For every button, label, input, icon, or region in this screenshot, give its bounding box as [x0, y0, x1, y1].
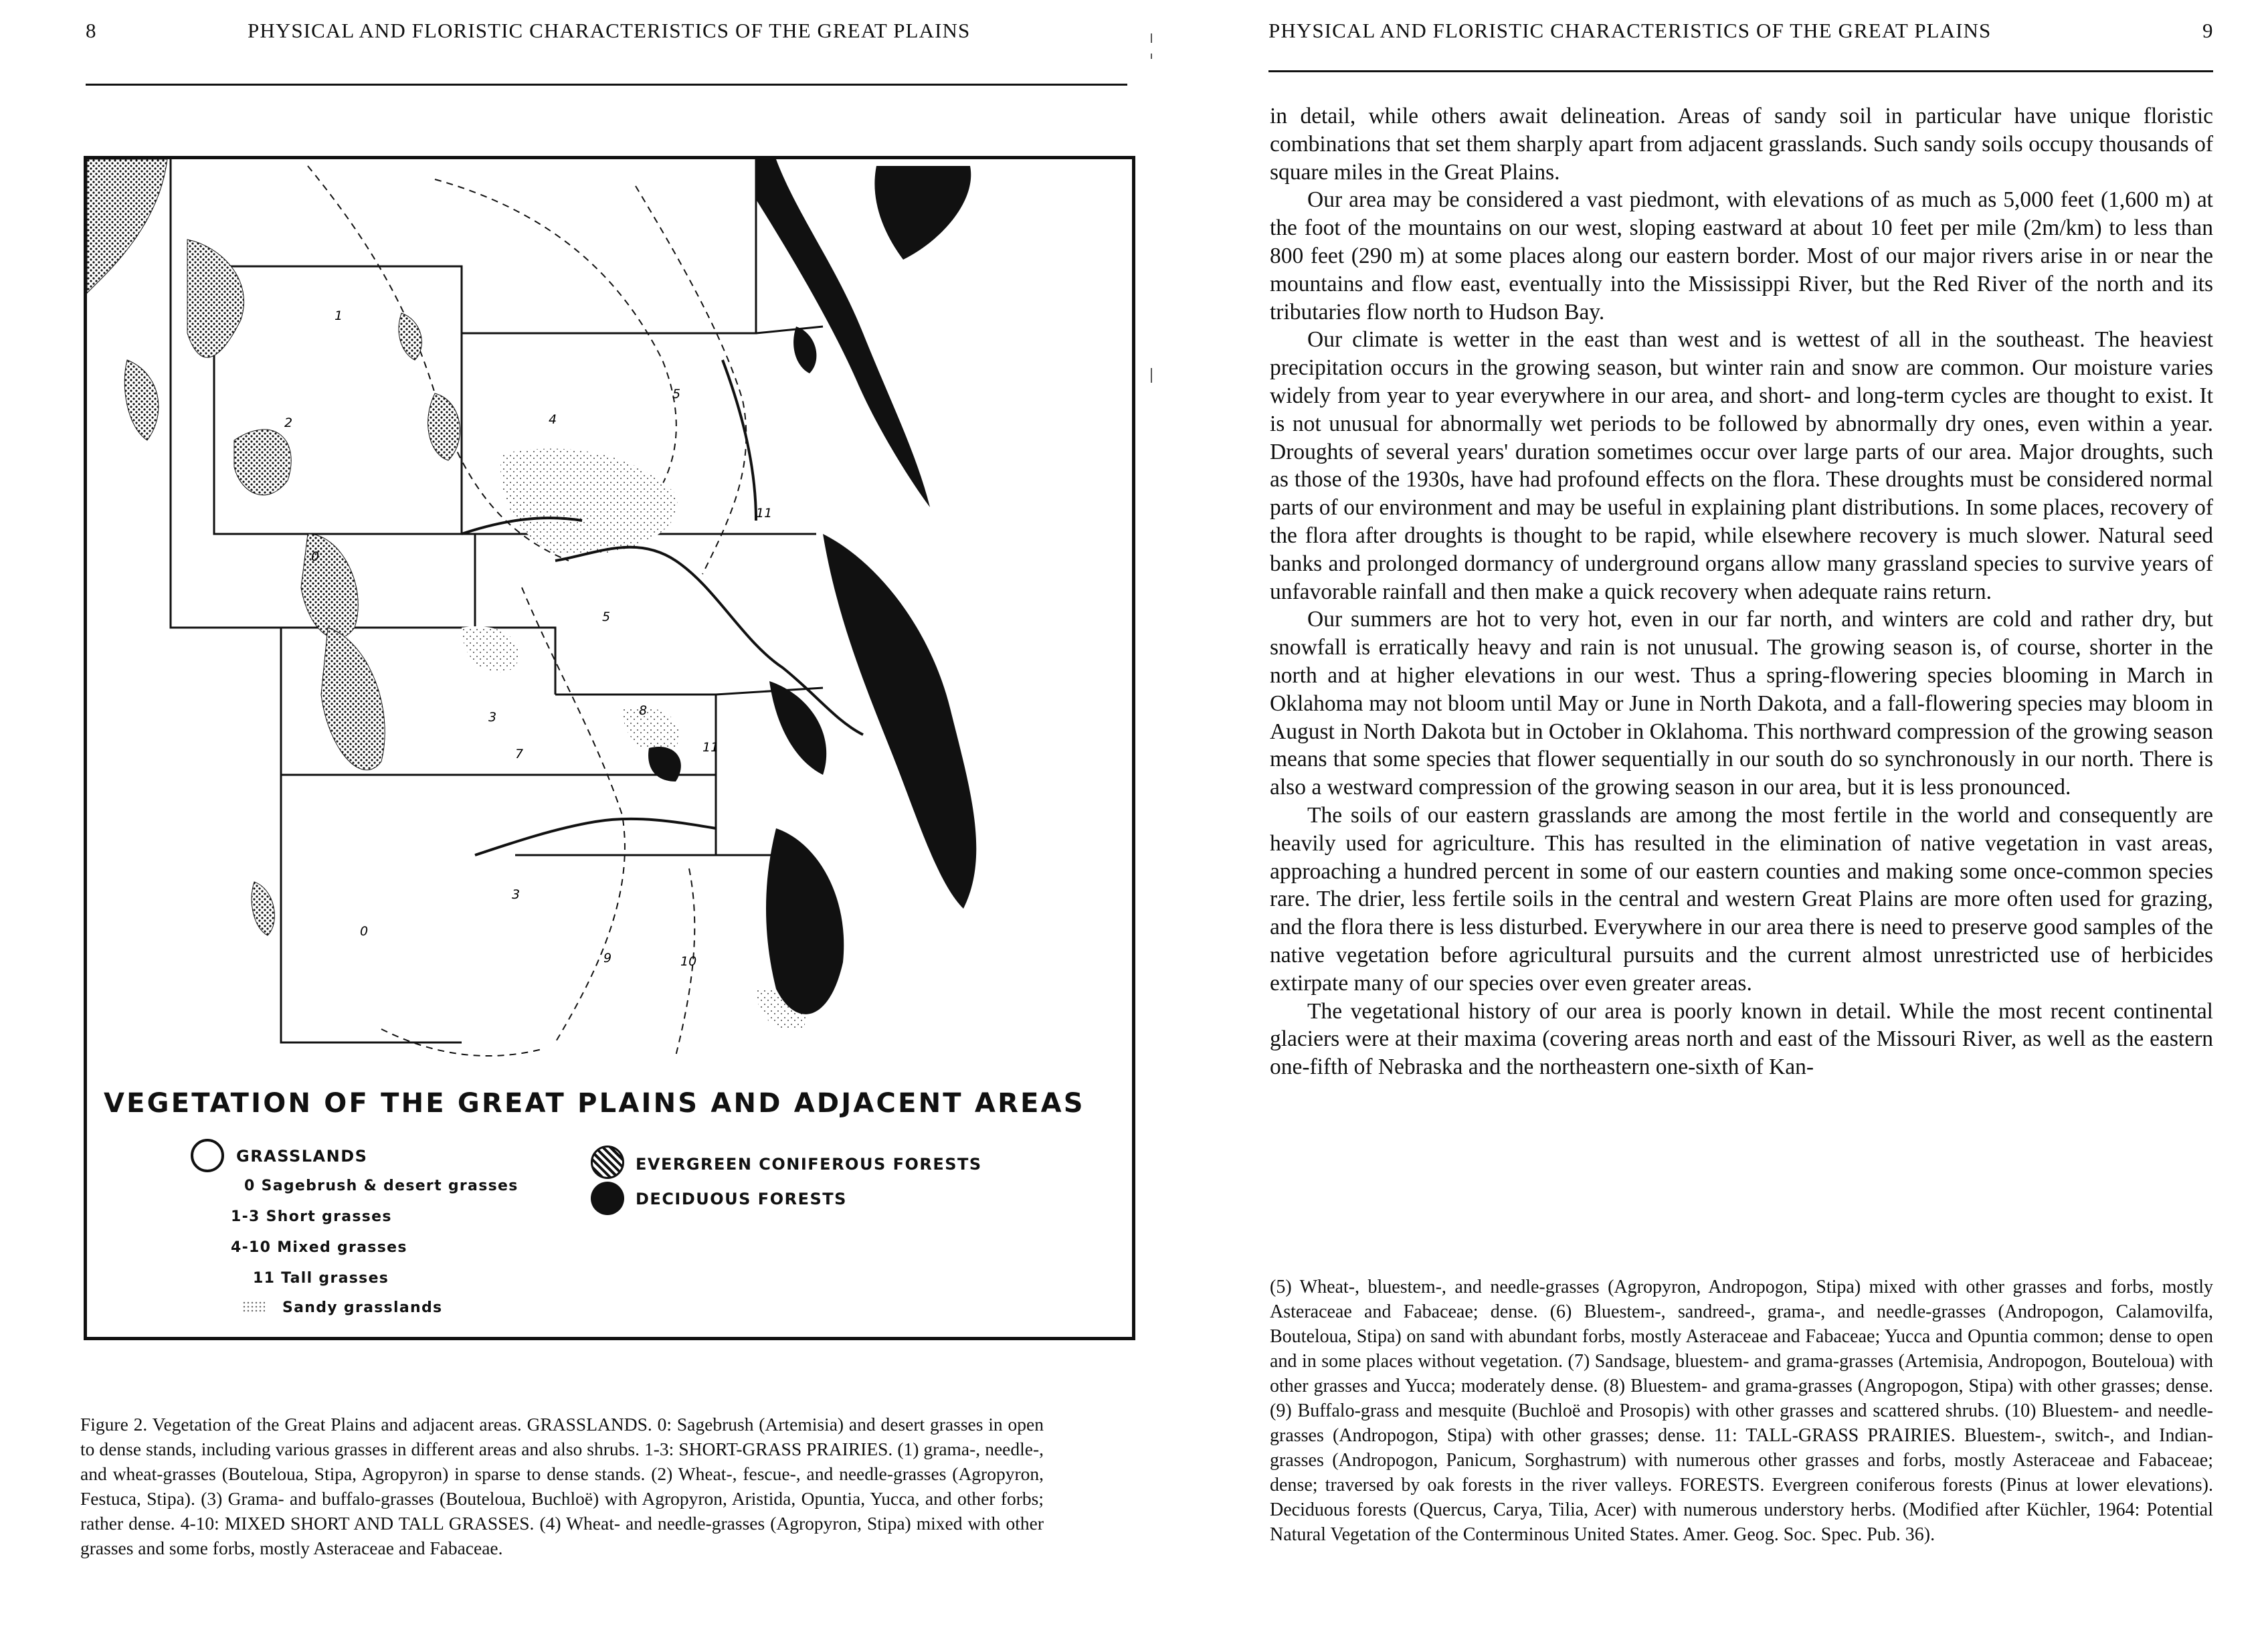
sandy-grassland-areas — [462, 449, 806, 1030]
region-label: 8 — [639, 703, 648, 718]
coniferous-symbol-icon — [591, 1146, 624, 1179]
body-text — [1270, 102, 2213, 1081]
region-label: 0 — [360, 924, 369, 939]
legend-item: Sandy grasslands — [282, 1299, 443, 1316]
deciduous-symbol-icon — [591, 1182, 624, 1215]
region-label: 11 — [756, 506, 773, 521]
region-label: 1 — [335, 308, 343, 323]
paragraph: Our summers are hot to very hot, even in our far north, and winters are cold and rather dry, but snowfall is erratically heavy and rain is not unusual. The growing season is, of course, shorter in the north and at higher elevations in our west. Thus a spring-flowering species blooming in March in Oklahoma may not bloom until May or June in North Dakota, and a fall-flowering species may bloom in August in North Dakota but in October in Oklahoma. This northward compression of the growing season means that some species that flower sequentially in our south do so synchronously in our north. There is also a westward compression of the growing season in our area, but it is less pronounced. — [1270, 607, 2213, 800]
caption-continuation: (5) Wheat-, bluestem-, and needle-grasses (Agropyron, Andropogon, Stipa) mixed with other grasses and forbs, mostly Asteraceae and Fabaceae; dense. (6) Bluestem-, sandreed-, grama-, and needle-grasses (Andropogon, Calamovilfa, Bouteloua, Stipa) on sand with abundant forbs, mostly Asteraceae and Fabaceae; Yucca and Opuntia common; dense to open and in some places without vegetation. (7) Sandsage, bluestem- and grama-grasses (Artemisia, Andropogon, Bouteloua) with other grasses and Yucca; moderately dense. (8) Bluestem- and grama-grasses (Angropogon, Stipa) with other grasses; dense. (9) Buffalo-grass and mesquite (Buchloë and Prosopis) with other grasses and scattered shrubs. (10) Bluestem- and needle-grasses (Andropogon, Stipa) with other grasses; dense. 11: TALL-GRASS PRAIRIES. Bluestem-, switch-, and Indian-grasses (Andropogon, Panicum, Sorghastrum) with numerous other grasses and forbs, mostly Asteraceae and Fabaceae; dense; traversed by oak forests in the river valleys. FORESTS. Evergreen coniferous forests (Pinus at lower elevations). Deciduous forests (Quercus, Carya, Tilia, Acer) with numerous understory herbs. (Modified after Küchler, 1964: Potential Natural Vegetation of the Conterminous United States. Amer. Geog. Soc. Spec. Pub. 36). — [1270, 1277, 2213, 1545]
paragraph: The vegetational history of our area is poorly known in detail. While the most recent continental glaciers were at their maxima (covering areas north and east of the Missouri River, as well as the eastern one-fifth of Nebraska and the northeastern one-sixth of Kan- — [1270, 998, 2213, 1080]
figure-caption: Figure 2. Vegetation of the Great Plains and adjacent areas. GRASSLANDS. 0: Sagebrush (Artemisia) and desert grasses in open to dense stands, including various grasses in different areas and also shrubs. 1-3: SHORT-GRASS PRAIRIES. (1) grama-, needle-, and wheat-grasses (Bouteloua, Stipa, Agropyron) in sparse to dense stands. (2) Wheat-, fescue-, and needle-grasses (Agropyron, Festuca, Stipa). (3) Grama- and buffalo-grasses (Bouteloua, Buchloë) with Agropyron, Aristida, Opuntia, Yucca, and other forbs; rather dense. 4-10: MIXED SHORT AND TALL GRASSES. (4) Wheat- and needle-grasses (Agropyron, Stipa) mixed with other grasses and some forbs, mostly Asteraceae and Fabaceae. — [80, 1414, 1044, 1558]
region-label: 4 — [549, 412, 557, 427]
region-label: 10 — [680, 954, 697, 969]
region-boundaries — [308, 166, 746, 1056]
legend-evergreen: EVERGREEN CONIFEROUS FORESTS — [636, 1155, 982, 1174]
gutter-marks — [1148, 20, 1155, 1158]
legend-item: 0 Sagebrush & desert grasses — [244, 1178, 518, 1194]
legend-grasslands: GRASSLANDS — [236, 1147, 368, 1166]
region-label: 7 — [515, 747, 524, 761]
grassland-symbol-icon — [191, 1139, 224, 1172]
region-label: 0 — [311, 549, 320, 564]
legend-item: 1-3 Short grasses — [231, 1208, 392, 1225]
region-label: 5 — [602, 610, 611, 624]
deciduous-forest-areas — [648, 159, 976, 1014]
paragraph: in detail, while others await delineation. Areas of sandy soil in particular have unique floristic combinations that set them sharply apart from adjacent grasslands. Such sandy soils occupy thousands of square miles in the Great Plains. — [1270, 104, 2213, 185]
rivers — [462, 360, 863, 855]
running-head-left: PHYSICAL AND FLORISTIC CHARACTERISTICS OF THE GREAT PLAINS — [248, 19, 971, 42]
region-label: 5 — [672, 387, 681, 401]
map-title: VEGETATION OF THE GREAT PLAINS AND ADJACENT AREAS — [104, 1088, 1085, 1119]
paragraph: The soils of our eastern grasslands are among the most fertile in the world and consequently are heavily used for agriculture. This has resulted in the elimination of native vegetation in vast areas, approaching a hundred percent in some of our eastern counties and making some once-common species rare. The drier, less fertile soils in the central and western Great Plains are more often used for grazing, and the flora there is less disturbed. Everywhere in our area there is need to preserve good samples of the native vegetation before agricultural pursuits and the current almost unrestricted use of herbicides extirpate many of our species over even greater areas. — [1270, 802, 2213, 996]
paragraph: Our area may be considered a vast piedmont, with elevations of as much as 5,000 feet (1,600 m) at the foot of the mountains on our west, sloping eastward at about 10 feet per mile (2m/km) to less than 800 feet (290 m) at some places along our eastern border. Most of our major rivers arise in or near the mountains and flow east, eventually into the Mississippi River, but the Red River of the north and its tributaries flow north to Hudson Bay. — [1270, 187, 2213, 325]
vegetation-map — [87, 159, 1132, 1069]
legend-deciduous: DECIDUOUS FORESTS — [636, 1190, 847, 1208]
region-label: 9 — [603, 951, 612, 966]
legend-item: 11 Tall grasses — [253, 1270, 389, 1287]
sandy-symbol-icon — [242, 1301, 265, 1313]
running-head-right: PHYSICAL AND FLORISTIC CHARACTERISTICS OF THE GREAT PLAINS — [1268, 19, 1992, 42]
paragraph: Our climate is wetter in the east than west and is wettest of all in the southeast. The heaviest precipitation occurs in the growing season, but winter rain and snow are common. Our moisture varies widely from year to year everywhere in our area, and short- and long-term cycles are thought to exist. It is not unusual for abnormally wet periods to be followed by abnormally dry ones, even within a year. Droughts of several years' duration sometimes occur over large parts of our area. Major droughts, such as those of the 1930s, have had profound effects on the flora. These droughts must be considered normal parts of our environment and may be useful in explaining plant distributions. In some places, recovery of the flora after droughts is thought to be rapid, while elsewhere recovery is much slower. Natural seed banks and prolonged dormancy of underground organs allow many grassland species to survive years of unfavorable rainfall and then make a quick recovery when adequate rains return. — [1270, 327, 2213, 604]
page-number-right: 9 — [2202, 19, 2214, 42]
legend-item: 4-10 Mixed grasses — [231, 1239, 407, 1256]
region-label: 3 — [512, 887, 521, 902]
region-label: 11 — [702, 740, 719, 755]
coniferous-forest-areas — [87, 159, 460, 935]
region-label: 2 — [284, 416, 293, 430]
head-rule-right — [1268, 70, 2213, 72]
head-rule-left — [86, 84, 1127, 86]
region-label: 3 — [488, 710, 497, 725]
page-number-left: 8 — [86, 19, 97, 42]
